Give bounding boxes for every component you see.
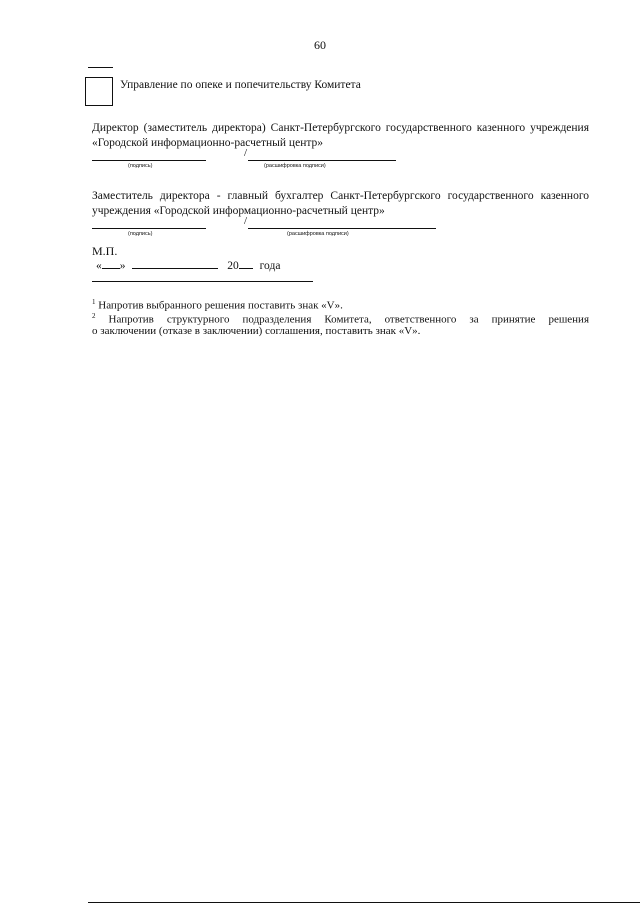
date-open-quote: « xyxy=(96,260,102,272)
bottom-edge-line xyxy=(88,902,640,903)
accountant-signature-caption: (подпись) xyxy=(128,231,153,237)
footnote-2-text-line-2: о заключении (отказе в заключении) соглашения, поставить знак «V». xyxy=(92,325,421,337)
top-short-rule xyxy=(88,67,113,68)
year-blank[interactable] xyxy=(239,258,253,269)
footnote-2-mark: 2 xyxy=(92,312,96,320)
director-title-line-2: «Городской информационно-расчетный центр» xyxy=(92,137,324,149)
director-title-line-1: Директор (заместитель директора) Санкт-Петербургского государственного казенного учреждения xyxy=(92,122,589,134)
accountant-decoding-caption: (расшифровка подписи) xyxy=(287,231,349,237)
checkbox-label: Управление по опеке и попечительству Комитета xyxy=(120,79,361,91)
director-signature-caption: (подпись) xyxy=(128,163,153,169)
day-blank[interactable] xyxy=(102,258,120,269)
accountant-decoding-line[interactable] xyxy=(248,228,436,229)
footnote-2-line-2 xyxy=(92,324,589,338)
accountant-signature-line[interactable] xyxy=(92,228,206,229)
footnote-1-text: Напротив выбранного решения поставить знак «V». xyxy=(98,299,343,312)
footnote-separator xyxy=(92,281,313,282)
month-blank[interactable] xyxy=(132,258,218,269)
year-word: года xyxy=(259,260,281,272)
director-decoding-line[interactable] xyxy=(248,160,396,161)
accountant-title-line-1: Заместитель директора - главный бухгалтер Санкт-Петербургского государственного казенного xyxy=(92,190,589,202)
accountant-title-line-2: учреждения «Городской информационно-расчетный центр» xyxy=(92,205,385,217)
decision-checkbox[interactable] xyxy=(85,77,113,106)
director-signature-line[interactable] xyxy=(92,160,206,161)
date-line xyxy=(96,258,280,272)
page-number: 60 xyxy=(314,38,326,52)
director-decoding-caption: (расшифровка подписи) xyxy=(264,163,326,169)
director-slash: / xyxy=(244,147,248,159)
footnote-1-mark: 1 xyxy=(92,298,96,306)
accountant-slash: / xyxy=(244,215,248,227)
stamp-place-label: М.П. xyxy=(92,244,118,258)
footnote-2-text-line-1: Напротив структурного подразделения Комитета, ответственного за принятие решения xyxy=(108,313,590,326)
year-prefix: 20 xyxy=(227,260,239,272)
date-close-quote: » xyxy=(119,260,126,272)
